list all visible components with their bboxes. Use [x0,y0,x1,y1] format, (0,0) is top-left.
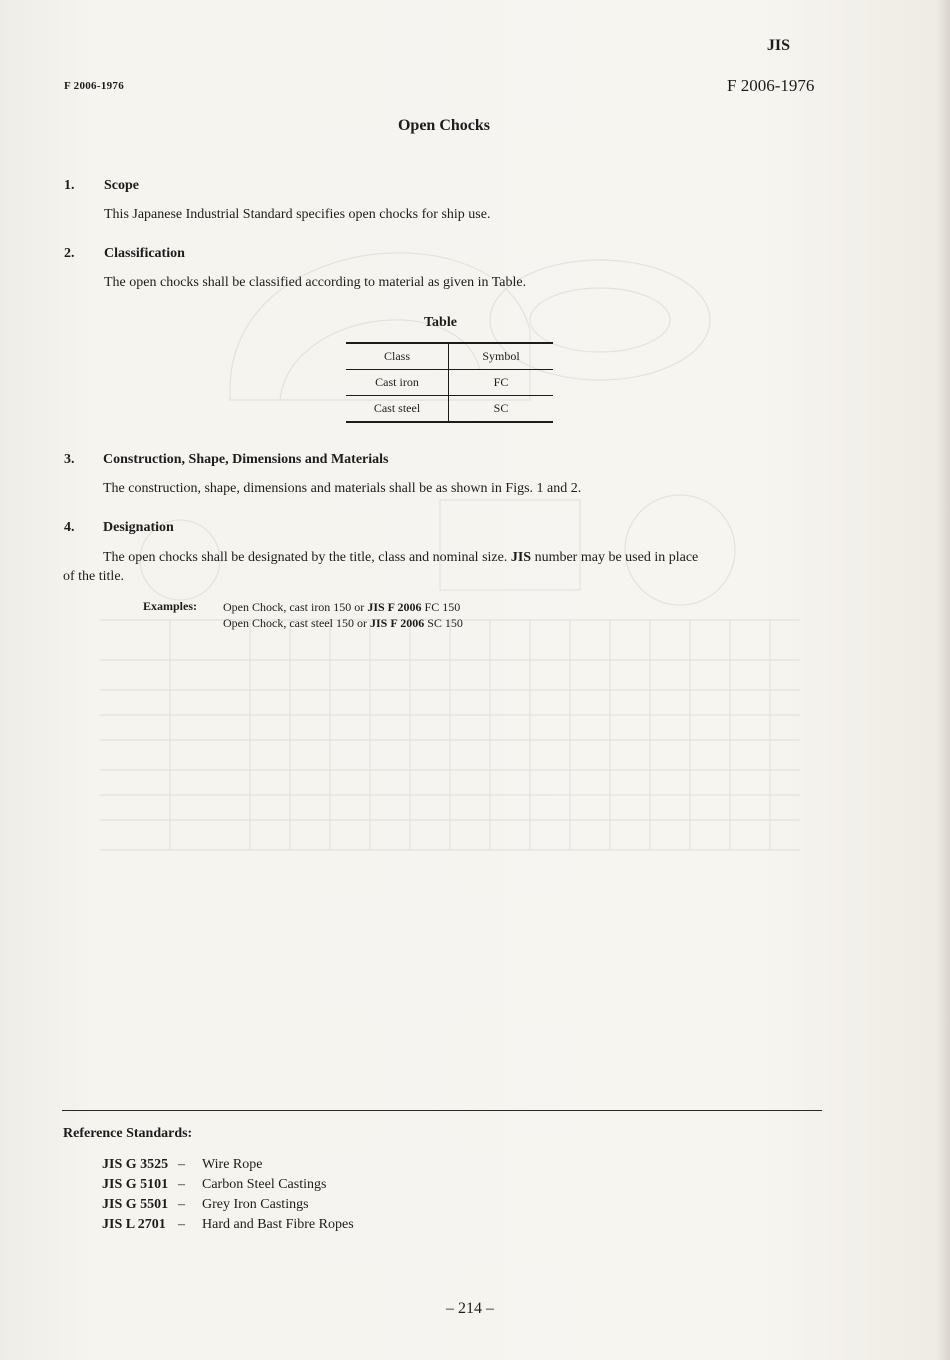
examples-block [223,599,463,631]
table-row [346,396,553,423]
table-cell-symbol: FC [449,370,554,396]
example-line [223,615,463,631]
example-standard: JIS F 2006 [369,616,425,630]
reference-dash: – [178,1177,185,1192]
reference-item [102,1175,354,1195]
example-suffix: FC 150 [421,600,461,614]
section-1-text: This Japanese Industrial Standard specifies open chocks for ship use. [104,207,491,222]
section-2-text: The open chocks shall be classified according to material as given in Table. [104,275,527,290]
divider-rule [62,1110,822,1111]
example-standard: JIS F 2006 [367,600,422,614]
reference-item [102,1215,354,1235]
jis-mark: JIS [766,37,790,54]
section-4-text-b: number may be used in place [534,550,699,565]
table-cell-class: Cast iron [346,370,449,396]
table-title: Table [424,315,457,330]
section-1-heading: Scope [104,178,139,193]
page-number: – 214 – [446,1300,494,1317]
example-line [223,599,463,615]
reference-item [102,1195,354,1215]
section-1-number: 1. [64,178,75,193]
reference-code: JIS L 2701 [102,1217,166,1232]
example-suffix: SC 150 [424,616,463,630]
section-4-text-line1 [103,550,823,566]
header-code-right: F 2006-1976 [727,76,815,95]
table-header-class: Class [346,343,449,370]
section-4-heading: Designation [103,520,174,535]
reference-code: JIS G 3525 [102,1157,169,1172]
table-row [346,370,553,396]
examples-label: Examples: [143,599,197,613]
section-4-text-bold: JIS [510,550,532,565]
table-header-symbol: Symbol [449,343,554,370]
section-3-text: The construction, shape, dimensions and materials shall be as shown in Figs. 1 and 2. [103,481,582,496]
section-4-text-line2: of the title. [63,569,125,584]
header-code-left: F 2006-1976 [64,80,125,92]
example-prefix: Open Chock, cast iron 150 or [223,600,368,614]
section-3-number: 3. [64,452,75,467]
reference-name: Wire Rope [202,1157,263,1172]
classification-table [346,342,553,423]
reference-name: Grey Iron Castings [202,1197,309,1212]
document-title: Open Chocks [397,117,491,134]
reference-dash: – [178,1197,185,1212]
section-4-text-a: The open chocks shall be designated by the title, class and nominal size. [103,550,508,565]
reference-title: Reference Standards: [63,1126,193,1141]
example-prefix: Open Chock, cast steel 150 or [223,616,370,630]
section-3-heading: Construction, Shape, Dimensions and Materials [103,452,389,467]
reference-item [102,1155,354,1175]
table-cell-class: Cast steel [346,396,449,423]
reference-list [102,1155,354,1235]
section-4-number: 4. [64,520,75,535]
section-2-heading: Classification [104,246,185,261]
page-edge-shadow [936,0,950,1360]
section-2-number: 2. [64,246,75,261]
reference-dash: – [178,1157,185,1172]
reference-code: JIS G 5101 [102,1177,169,1192]
reference-name: Carbon Steel Castings [202,1177,327,1192]
table-cell-symbol: SC [449,396,554,423]
reference-name: Hard and Bast Fibre Ropes [202,1217,354,1232]
reference-code: JIS G 5501 [102,1197,169,1212]
reference-dash: – [178,1217,185,1232]
table-header-row [346,343,553,370]
